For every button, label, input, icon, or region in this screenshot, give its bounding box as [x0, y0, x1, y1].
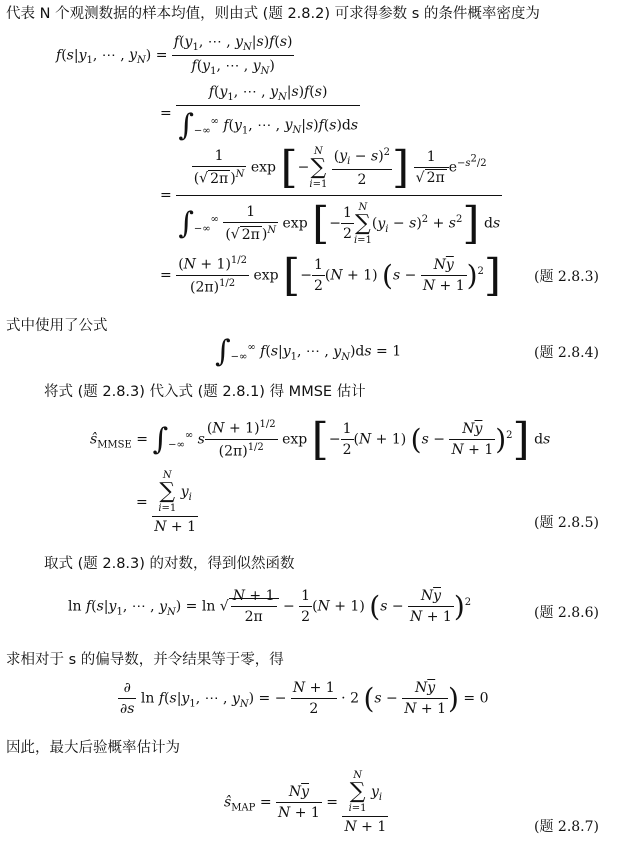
- posterior-line-2: = $\frac{f(y_1, \cdots , y_N|s)f(s)}{\int_{-\infty}^\infty f(y_1, \cdots , y_N|s)f(s)ds}$: [160, 84, 359, 143]
- substitute-text: 将式 (题 2.8.3) 代入式 (题 2.8.1) 得 MMSE 估计: [44, 384, 366, 400]
- tag-eq6: (题 2.8.6): [534, 605, 599, 621]
- formula-used-text: 式中使用了公式: [6, 318, 108, 334]
- therefore-text: 因此，最大后验概率估计为: [6, 740, 180, 756]
- intro-text: 代表 N 个观测数据的样本均值，则由式 (题 2.8.2) 可求得参数 s 的条件概率密度为: [6, 6, 540, 22]
- derivative-text: 求相对于 s 的偏导数，并令结果等于零，得: [6, 652, 284, 668]
- normalization-equation: $\int_{-\infty}^\infty$ $f(s|y_1$, ⋯ , $y_N)ds = 1$: [215, 334, 402, 369]
- derivative-equation: $\frac{\partial}{\partial s}$ $\ln f(s|y_1$, ⋯ , $y_N$) = − $\frac{N + 1}{2}$ · 2 (s − $\frac{N\overline{y}}{N + 1}$ ) = 0: [120, 680, 489, 717]
- posterior-line-4: = $\frac{(N + 1)^{1/2}}{(2\pi)^{1/2}}$ exp [− $\frac{1}{2}$ (N + 1) (s − $\frac{N\overline{y}}{N + 1}$ )$^2$]: [160, 250, 502, 301]
- posterior-line-3: = $\frac{1}{(√ 2\pi )^N}$ exp [−N ∑ i=1 $\frac{(y_i - s)^2}{2}$ ] $\frac{1}{√ 2\pi}$ $e^{-s2/2}$ $\int_{-\infty}^\infty$ $\frac{1}{(√ 2\pi )^N}$ exp [− $\frac{1}{2}$ N ∑ $i=1(y_i - s)^2 + s^2$] ds: [160, 142, 501, 249]
- mmse-line-1: $ŝ_{MMSE} = \int_{-\infty}^\infty$ s $\frac{(N + 1)^{1/2}}{(2\pi)^{1/2}}$ exp [− $\frac{1}{2}$ (N + 1) (s − $\frac{N\overline{y}}{N + 1}$ )$^2$] ds: [90, 414, 551, 465]
- take-log-text: 取式 (题 2.8.3) 的对数，得到似然函数: [44, 556, 295, 572]
- posterior-line-1: $f(s|y_1$, ⋯ , $y_N$) = $\frac{f(y_1, \cdots , y_N|s)f(s)}{f(y_1, \cdots , y_N)}$: [56, 34, 293, 77]
- tag-eq4: (题 2.8.4): [534, 345, 599, 361]
- tag-eq5: (题 2.8.5): [534, 515, 599, 531]
- mmse-line-2: = N ∑ i=1 $y_i$ N + 1: [136, 470, 196, 535]
- log-likelihood-equation: $\ln f(s|y_1$, ⋯ , $y_N) = \ln$ √ $\frac{N + 1}{2\pi}$ − $\frac{1}{2}$ (N + 1) (s − $\frac{N\overline{y}}{N + 1}$ )$^2$: [68, 588, 472, 625]
- map-estimate-equation: $ŝ_{MAP}$ = $\frac{N\overline{y}}{N + 1}$ = N ∑ i=1 $y_i$ N + 1: [224, 770, 387, 835]
- tag-eq3: (题 2.8.3): [534, 269, 599, 285]
- tag-eq7: (题 2.8.7): [534, 819, 599, 835]
